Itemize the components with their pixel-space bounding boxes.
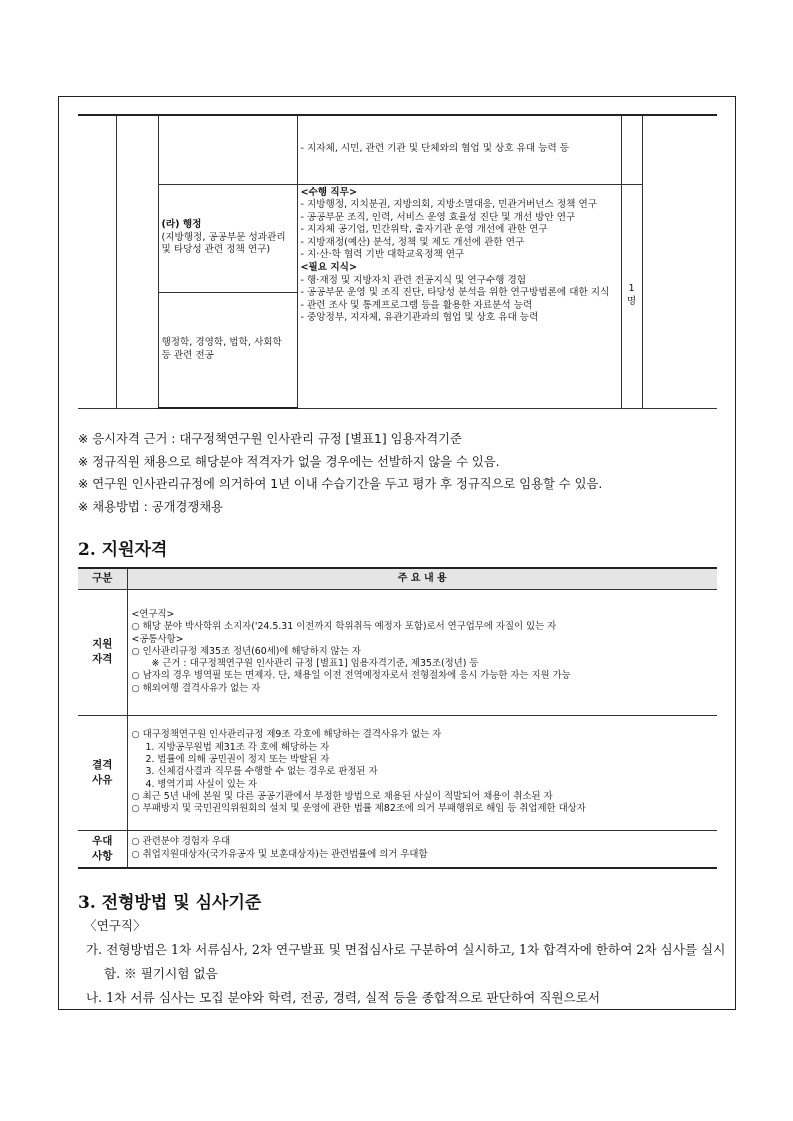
category-cell: 우대 사항: [78, 830, 127, 868]
content-cell: [127, 715, 717, 830]
table-row: [78, 830, 717, 868]
field-name-cell: [158, 184, 297, 292]
content-line: ○ 부패방지 및 국민권익위원회의 설치 및 운영에 관한 법률 제82조에 의거 부패행위로 해임 등 취업제한 대상자: [131, 803, 586, 815]
content-line: ○ 해당 분야 박사학위 소지자('24.5.31 이전까지 학위취득 예정자 포함)로서 연구업무에 자질이 있는 자: [131, 621, 557, 633]
duty-line: - 지자체 공기업, 민간위탁, 출자기관 운영 개선에 관한 연구: [300, 224, 548, 236]
paragraph-item: 가. 전형방법은 1차 서류심사, 2차 연구발표 및 면접심사로 구분하여 실시하고, 1차 합격자에 한하여 2차 심사를 실시함. ※ 필기시험 없음: [86, 942, 726, 981]
duty-line: - 지방재정(예산) 분석, 정책 및 제도 개선에 관한 연구: [300, 236, 525, 248]
table-cell: [158, 115, 297, 184]
knowledge-line: - 행·재정 및 지방자치 관련 전공지식 및 연구수행 경험: [300, 274, 527, 286]
section3-body: [78, 914, 728, 1010]
table-row: [78, 715, 717, 830]
content-line: ※ 근거 : 대구정책연구원 인사관리 규정 [별표1] 임용자격기준, 제35조(정년) 등: [151, 658, 479, 670]
duty-header: <수행 직무>: [300, 186, 357, 198]
headcount: 1명: [626, 283, 637, 307]
content-line: 2. 법률에 의해 공민권이 정지 또는 박탈된 자: [145, 754, 330, 766]
table-cell: [621, 115, 642, 184]
category-cell: 지원 자격: [78, 589, 127, 715]
duty-line: - 공공부문 조직, 인력, 서비스 운영 효율성 진단 및 개선 방안 연구: [300, 211, 576, 223]
duty-cell: [297, 184, 621, 408]
content-line: 4. 병역기피 사실이 있는 자: [145, 778, 257, 790]
note-line: ※ 연구원 인사관리규정에 의거하여 1년 이내 수습기간을 두고 평가 후 정규직으로 임용할 수 있음.: [78, 477, 603, 491]
section-title: 2. 지원자격: [78, 540, 168, 560]
field-detail: (지방행정, 공공부문 성과관리 및 타당성 관련 정책 연구): [161, 231, 286, 256]
section-title: 3. 전형방법 및 심사기준: [78, 893, 262, 913]
note-line: ※ 채용방법 : 공개경쟁채용: [78, 499, 223, 514]
content-line: ○ 대구정책연구원 인사관리규정 제9조 각호에 해당하는 결격사유가 없는 자: [131, 729, 442, 741]
content-line: ○ 인사관리규정 제35조 정년(60세)에 해당하지 않는 자: [131, 645, 361, 657]
table-row: [78, 184, 717, 292]
column-header: 주 요 내 용: [127, 568, 717, 589]
content-line: 3. 신체검사결과 직무를 수행할 수 없는 경우로 판정된 자: [145, 766, 378, 778]
content-cell: [127, 830, 717, 868]
table-row: [78, 115, 717, 184]
qualification-table: [78, 567, 717, 869]
field-title: (라) 행정: [161, 219, 202, 231]
content-line: <연구직>: [131, 608, 175, 620]
knowledge-line: - 중앙정부, 지자체, 유관기관과의 협업 및 상호 유대 능력: [300, 312, 539, 324]
duty-line: - 지방행정, 지치분권, 지방의회, 지방소멸대응, 민관거버넌스 정책 연구: [300, 199, 597, 211]
note-line: ※ 응시자격 근거 : 대구정책연구원 인사관리 규정 [별표1] 임용자격기준: [78, 432, 462, 446]
content-cell: [127, 589, 717, 715]
content-line: ○ 최근 5년 내에 본원 및 다른 공공기관에서 부정한 방법으로 채용된 사실이 적발되어 채용이 취소된 자: [131, 790, 553, 802]
duty-line: - 지·산·학 협력 기반 대학교육정책 연구: [300, 249, 465, 261]
content-line: ○ 남자의 경우 병역필 또는 면제자. 단, 채용일 이전 전역예정자로서 전형절차에 응시 가능한 자는 지원 가능: [131, 670, 571, 682]
note-line: ※ 정규직원 채용으로 해당분야 적격자가 없을 경우에는 선발하지 않을 수 있음.: [78, 454, 500, 469]
category-cell: 결격 사유: [78, 715, 127, 830]
notes-block: [78, 428, 718, 518]
knowledge-header: <필요 지식>: [300, 262, 357, 274]
content-line: ○ 취업지원대상자(국가유공자 및 보훈대상자)는 관련법률에 의거 우대함: [131, 848, 428, 860]
major-text: 행정학, 경영학, 법학, 사회학 등 관련 전공: [161, 337, 282, 361]
paragraph-item: 나. 1차 서류 심사는 모집 분야와 학력, 전공, 경력, 실적 등을 종합적으로 판단하여 직원으로서: [86, 990, 601, 1005]
major-cell: [158, 292, 297, 408]
table-header-row: [78, 568, 717, 589]
table-row: [78, 589, 717, 715]
section-subtitle: 〈연구직〉: [84, 918, 146, 933]
headcount-cell: [621, 184, 642, 408]
content-line: ○ 관련분야 경험자 우대: [131, 836, 231, 848]
table-cell: [297, 115, 621, 184]
table-cell: [78, 115, 116, 408]
table-cell: [116, 115, 158, 408]
content-line: <공통사항>: [131, 633, 184, 645]
knowledge-line: - 공공부문 운영 및 조직 진단, 타당성 분석을 위한 연구방법론에 대한 지식: [300, 287, 610, 299]
content-line: 1. 지방공무원법 제31조 각 호에 해당하는 자: [145, 741, 330, 753]
content-line: ○ 해외여행 결격사유가 없는 자: [131, 682, 261, 694]
duty-line: - 지자체, 시민, 관련 기관 및 단체와의 협업 및 상호 유대 능력 등: [300, 143, 570, 155]
knowledge-line: - 관련 조사 및 통계프로그램 등을 활용한 자료분석 능력: [300, 299, 533, 311]
recruitment-field-table: [78, 114, 717, 409]
column-header: 구분: [78, 568, 127, 589]
table-cell: [642, 115, 717, 408]
